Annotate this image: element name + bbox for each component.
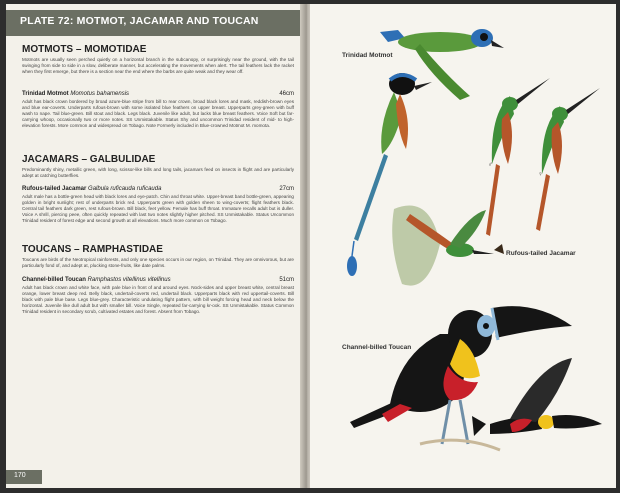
jacamar-female-illustration	[536, 88, 600, 231]
species-scientific-name: Ramphastos vitellinus vitellinus	[87, 277, 171, 283]
family-heading-jacamars: JACAMARS – GALBULIDAE	[22, 154, 156, 165]
species-length: 27cm	[279, 186, 294, 192]
male-symbol: ♂	[488, 161, 493, 168]
species-text-toucan: Adult has black crown and white face, with pale blue in front of and around eyes. Nock-sides and upper breast white, central breast orange, lower breast deep red. Belly black, undertail-coverts red, undertail black. Upperparts black with red uppertail-coverts. Bill black with pale blue base. Legs blue-grey. Characteristic undulating flight pattern, with bill weight forcing head and neck below the horizontal. Juvenile like dull adult but with smaller bill. Voice Single, repeated far-carrying kr-ook. SS Unmistakable. Status Common Trinidad resident in secondary scrub, cultivated estates and forest. Absent from Tobago.	[22, 285, 294, 314]
toucan-flying-illustration	[472, 358, 602, 436]
page-number: 170	[14, 472, 26, 479]
species-heading-motmot	[22, 91, 294, 97]
family-intro-jacamars: Predominantly shiny, metallic green, with long, scissor-like bills and long tails, jacamars feed on insects in flight and are particularly adept at catching butterflies.	[22, 167, 294, 178]
family-heading-toucans: TOUCANS – RAMPHASTIDAE	[22, 244, 163, 255]
species-name: Trinidad Motmot	[22, 91, 69, 97]
family-intro-toucans: Toucans are birds of the Neotropical rainforests, and only one species occurs in our region, on Trinidad. They are omnivorous, but are particularly fond of, and adept at, plucking stone-fruits, like date palms.	[22, 257, 294, 268]
species-length: 46cm	[279, 91, 294, 97]
family-intro-motmots: Motmots are usually seen perched quietly on a horizontal branch in the subcanopy, or surprisingly near the ground, with the tail swinging from side to side in a slow, deliberate manner, but accelerating the movements when alert. The tail feathers lack the racket when they first emerge, but there is a section near the end where the barbs are quite weak and they wear off.	[22, 57, 294, 74]
female-symbol: ♀	[538, 171, 543, 178]
label-trinidad-motmot: Trinidad Motmot	[342, 52, 393, 59]
label-rufous-tailed-jacamar: Rufous-tailed Jacamar	[506, 250, 576, 257]
family-heading-motmots: MOTMOTS – MOMOTIDAE	[22, 44, 147, 55]
label-channel-billed-toucan: Channel-billed Toucan	[342, 344, 412, 351]
right-page	[310, 4, 616, 488]
species-name: Rufous-tailed Jacamar	[22, 186, 87, 192]
species-length: 51cm	[279, 277, 294, 283]
plate-illustrations	[310, 4, 616, 488]
species-heading-jacamar	[22, 186, 294, 192]
plate-title: PLATE 72: MOTMOT, JACAMAR AND TOUCAN	[20, 15, 259, 27]
species-scientific-name: Momotus bahamensis	[70, 91, 130, 97]
species-text-motmot: Adult has black crown bordered by broad azure-blue stripe from bill to rear crown, broad black lores and mask, reddish-brown eyes and blue ear-coverts. Underparts rufous-brown with some isolated blue feathers on upper breast. Upperparts grey-green with buff wash to nape. Tail blue-green. Bill stout and black. Legs black. Juvenile like adult, but lacks blue breast feathers. Voice Soft but far-carrying whoop, occasionally two or more notes. SS Unmistakable. Status Shy and uncommon Trinidad resident of mid- to high-elevation forests. More common and widespread on Tobago. Note Formerly included in Blue-crowned Motmot M. momota.	[22, 99, 294, 128]
species-text-jacamar: Adult male has a bottle-green head with black lores and eye-patch. Chin and throat white. Upper-breast band bottle-green, appearing golden in bright sunlight; rest of underparts brick red. Upperparts green with golden sheen to wing-coverts; flight feathers black. Central tail feathers dark green, rest rufous-brown. Bill black, feet yellow. Female has buff throat. Immature recalls adult but is duller. Voice A shrill, piercing peee, often quickly repeated with last two notes slightly higher pitched. SS Unmistakable. Status Uncommon Trinidad resident of forest edge and second growth at all elevations. Much more common on Tobago.	[22, 194, 294, 223]
left-page	[6, 4, 306, 488]
species-heading-toucan	[22, 277, 294, 283]
species-scientific-name: Galbula ruficauda ruficauda	[88, 186, 162, 192]
species-name: Channel-billed Toucan	[22, 277, 86, 283]
page-number-tab	[6, 470, 42, 484]
jacamar-flying-illustration	[392, 206, 504, 286]
